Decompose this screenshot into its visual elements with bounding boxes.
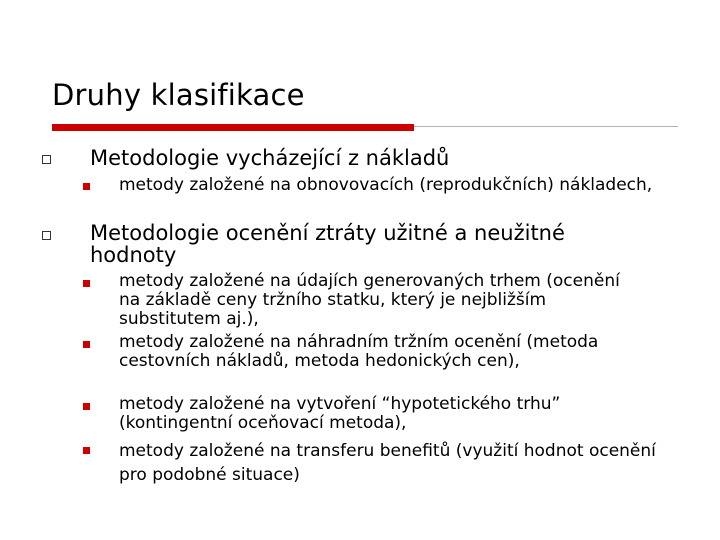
filled-square-bullet-icon xyxy=(83,341,90,348)
title-accent-bar xyxy=(52,124,414,131)
filled-square-bullet-icon xyxy=(83,183,90,190)
filled-square-bullet-icon xyxy=(83,447,90,454)
bullet-item-level2: metody založené na údajích generovaných trhem (ocenění na základě ceny tržního statku, který je nejbližším substitutem aj.), xyxy=(119,271,620,329)
filled-square-bullet-icon xyxy=(83,280,90,287)
bullet-item-level2: metody založené na transferu benefitů (využití hodnot ocenění pro podobné situace) xyxy=(119,441,656,485)
filled-square-bullet-icon xyxy=(83,403,90,410)
slide-title: Druhy klasifikace xyxy=(52,78,305,112)
bullet-item-level2: metody založené na vytvoření “hypotetického trhu” (kontingentní oceňovací metoda), xyxy=(119,394,561,433)
hollow-square-bullet-icon xyxy=(42,231,51,240)
hollow-square-bullet-icon xyxy=(42,155,51,164)
bullet-item-level1: Metodologie vycházející z nákladů xyxy=(90,146,450,170)
bullet-item-level1: Metodologie ocenění ztráty užitné a neužitné hodnoty xyxy=(90,221,565,267)
title-divider-line xyxy=(414,126,678,127)
bullet-item-level2: metody založené na náhradním tržním ocenění (metoda cestovních nákladů, metoda hedonických cen), xyxy=(119,332,599,371)
bullet-item-level2: metody založené na obnovovacích (reprodukčních) nákladech, xyxy=(119,175,653,195)
